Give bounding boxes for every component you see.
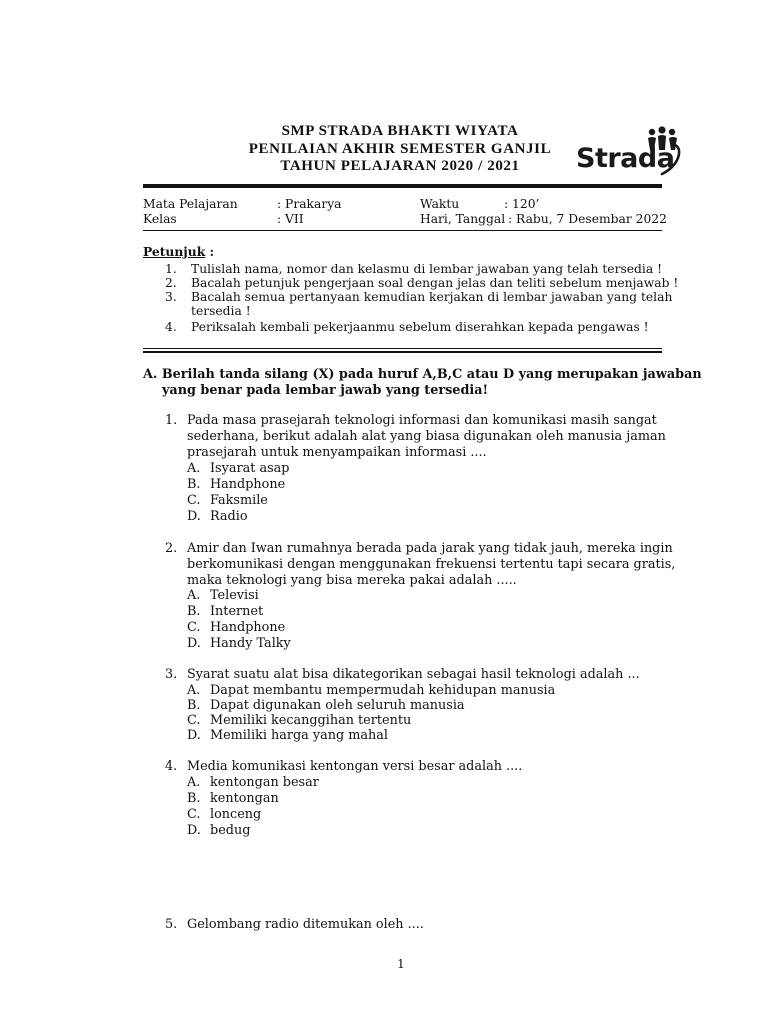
question-number: 1. [165, 413, 178, 428]
instruction-text-cont: tersedia ! [191, 304, 251, 318]
option-letter: D. [187, 509, 201, 524]
date-value: : Rabu, 7 Desembar 2022 [508, 212, 667, 226]
option-text: Handphone [210, 620, 286, 635]
option-letter: C. [187, 493, 201, 508]
question-text: Media komunikasi kentongan versi besar adalah .... [187, 759, 523, 774]
option-text: Faksmile [210, 493, 268, 508]
instruction-text: Periksalah kembali pekerjaanmu sebelum diserahkan kepada pengawas ! [191, 320, 649, 334]
option-text: Memiliki harga yang mahal [210, 728, 388, 743]
question-text: Gelombang radio ditemukan oleh .... [187, 917, 424, 932]
question-text: sederhana, berikut adalah alat yang biasa digunakan oleh manusia jaman [187, 429, 666, 444]
question-text: prasejarah untuk menyampaikan informasi .... [187, 445, 487, 460]
question-number: 2. [165, 541, 178, 556]
option-text: Memiliki kecanggihan tertentu [210, 713, 412, 728]
question-text: Amir dan Iwan rumahnya berada pada jarak yang tidak jauh, mereka ingin [187, 541, 673, 556]
option-text: Dapat membantu mempermudah kehidupan manusia [210, 683, 556, 698]
time-label: Waktu [420, 197, 460, 211]
option-letter: B. [187, 698, 201, 713]
option-text: Radio [210, 509, 248, 524]
option-letter: D. [187, 636, 201, 651]
option-letter: A. [187, 588, 201, 603]
instruction-num: 3. [165, 290, 177, 304]
instruction-text: Bacalah petunjuk pengerjaan soal dengan jelas dan teliti sebelum menjawab ! [191, 276, 679, 290]
question-number: 3. [165, 667, 178, 682]
option-letter: A. [187, 775, 201, 790]
section-divider-top [143, 348, 662, 349]
option-text: Televisi [210, 588, 259, 603]
question-text: berkomunikasi dengan menggunakan frekuensi tertentu tapi secara gratis, [187, 557, 676, 572]
logo-wordmark: Strada [576, 143, 675, 174]
option-text: kentongan [210, 791, 279, 806]
option-text: lonceng [210, 807, 262, 822]
option-letter: A. [187, 461, 201, 476]
option-letter: A. [187, 683, 201, 698]
instruction-text: Bacalah semua pertanyaan kemudian kerjakan di lembar jawaban yang telah [191, 290, 673, 304]
option-text: bedug [210, 823, 251, 838]
option-text: Handphone [210, 477, 286, 492]
question-text: maka teknologi yang bisa mereka pakai adalah ..... [187, 573, 517, 588]
option-letter: B. [187, 791, 201, 806]
class-value: : VII [277, 212, 304, 226]
option-text: Handy Talky [210, 636, 291, 651]
info-divider [143, 230, 662, 231]
subject-label: Mata Pelajaran [143, 197, 238, 211]
option-letter: D. [187, 728, 201, 743]
class-label: Kelas [143, 212, 177, 226]
page-number: 1 [397, 957, 405, 971]
subject-value: : Prakarya [277, 197, 342, 211]
school-year: TAHUN PELAJARAN 2020 / 2021 [280, 158, 520, 174]
instructions-title: Petunjuk : [143, 244, 215, 259]
option-letter: C. [187, 807, 201, 822]
header-divider [143, 184, 662, 188]
exam-title: PENILAIAN AKHIR SEMESTER GANJIL [248, 141, 552, 157]
question-number: 4. [165, 759, 178, 774]
option-letter: C. [187, 620, 201, 635]
date-label: Hari, Tanggal [420, 212, 506, 226]
school-name: SMP STRADA BHAKTI WIYATA [281, 123, 519, 139]
option-text: kentongan besar [210, 775, 319, 790]
section-a-heading-cont: yang benar pada lembar jawab yang tersedia! [162, 383, 489, 398]
option-text: Isyarat asap [210, 461, 290, 476]
question-text: Syarat suatu alat bisa dikategorikan sebagai hasil teknologi adalah ... [187, 667, 640, 682]
question-text: Pada masa prasejarah teknologi informasi dan komunikasi masih sangat [187, 413, 657, 428]
instruction-num: 4. [165, 320, 177, 334]
option-letter: B. [187, 477, 201, 492]
question-number: 5. [165, 917, 178, 932]
option-letter: B. [187, 604, 201, 619]
option-text: Internet [210, 604, 264, 619]
option-letter: C. [187, 713, 201, 728]
section-divider-bottom [143, 351, 662, 353]
instruction-num: 1. [165, 262, 177, 276]
instruction-num: 2. [165, 276, 177, 290]
option-letter: D. [187, 823, 201, 838]
instruction-text: Tulislah nama, nomor dan kelasmu di lembar jawaban yang telah tersedia ! [191, 262, 663, 276]
option-text: Dapat digunakan oleh seluruh manusia [210, 698, 465, 713]
time-value: : 120’ [504, 197, 540, 211]
strada-logo [574, 124, 684, 184]
section-a-heading: A. Berilah tanda silang (X) pada huruf A,B,C atau D yang merupakan jawaban [143, 367, 702, 382]
